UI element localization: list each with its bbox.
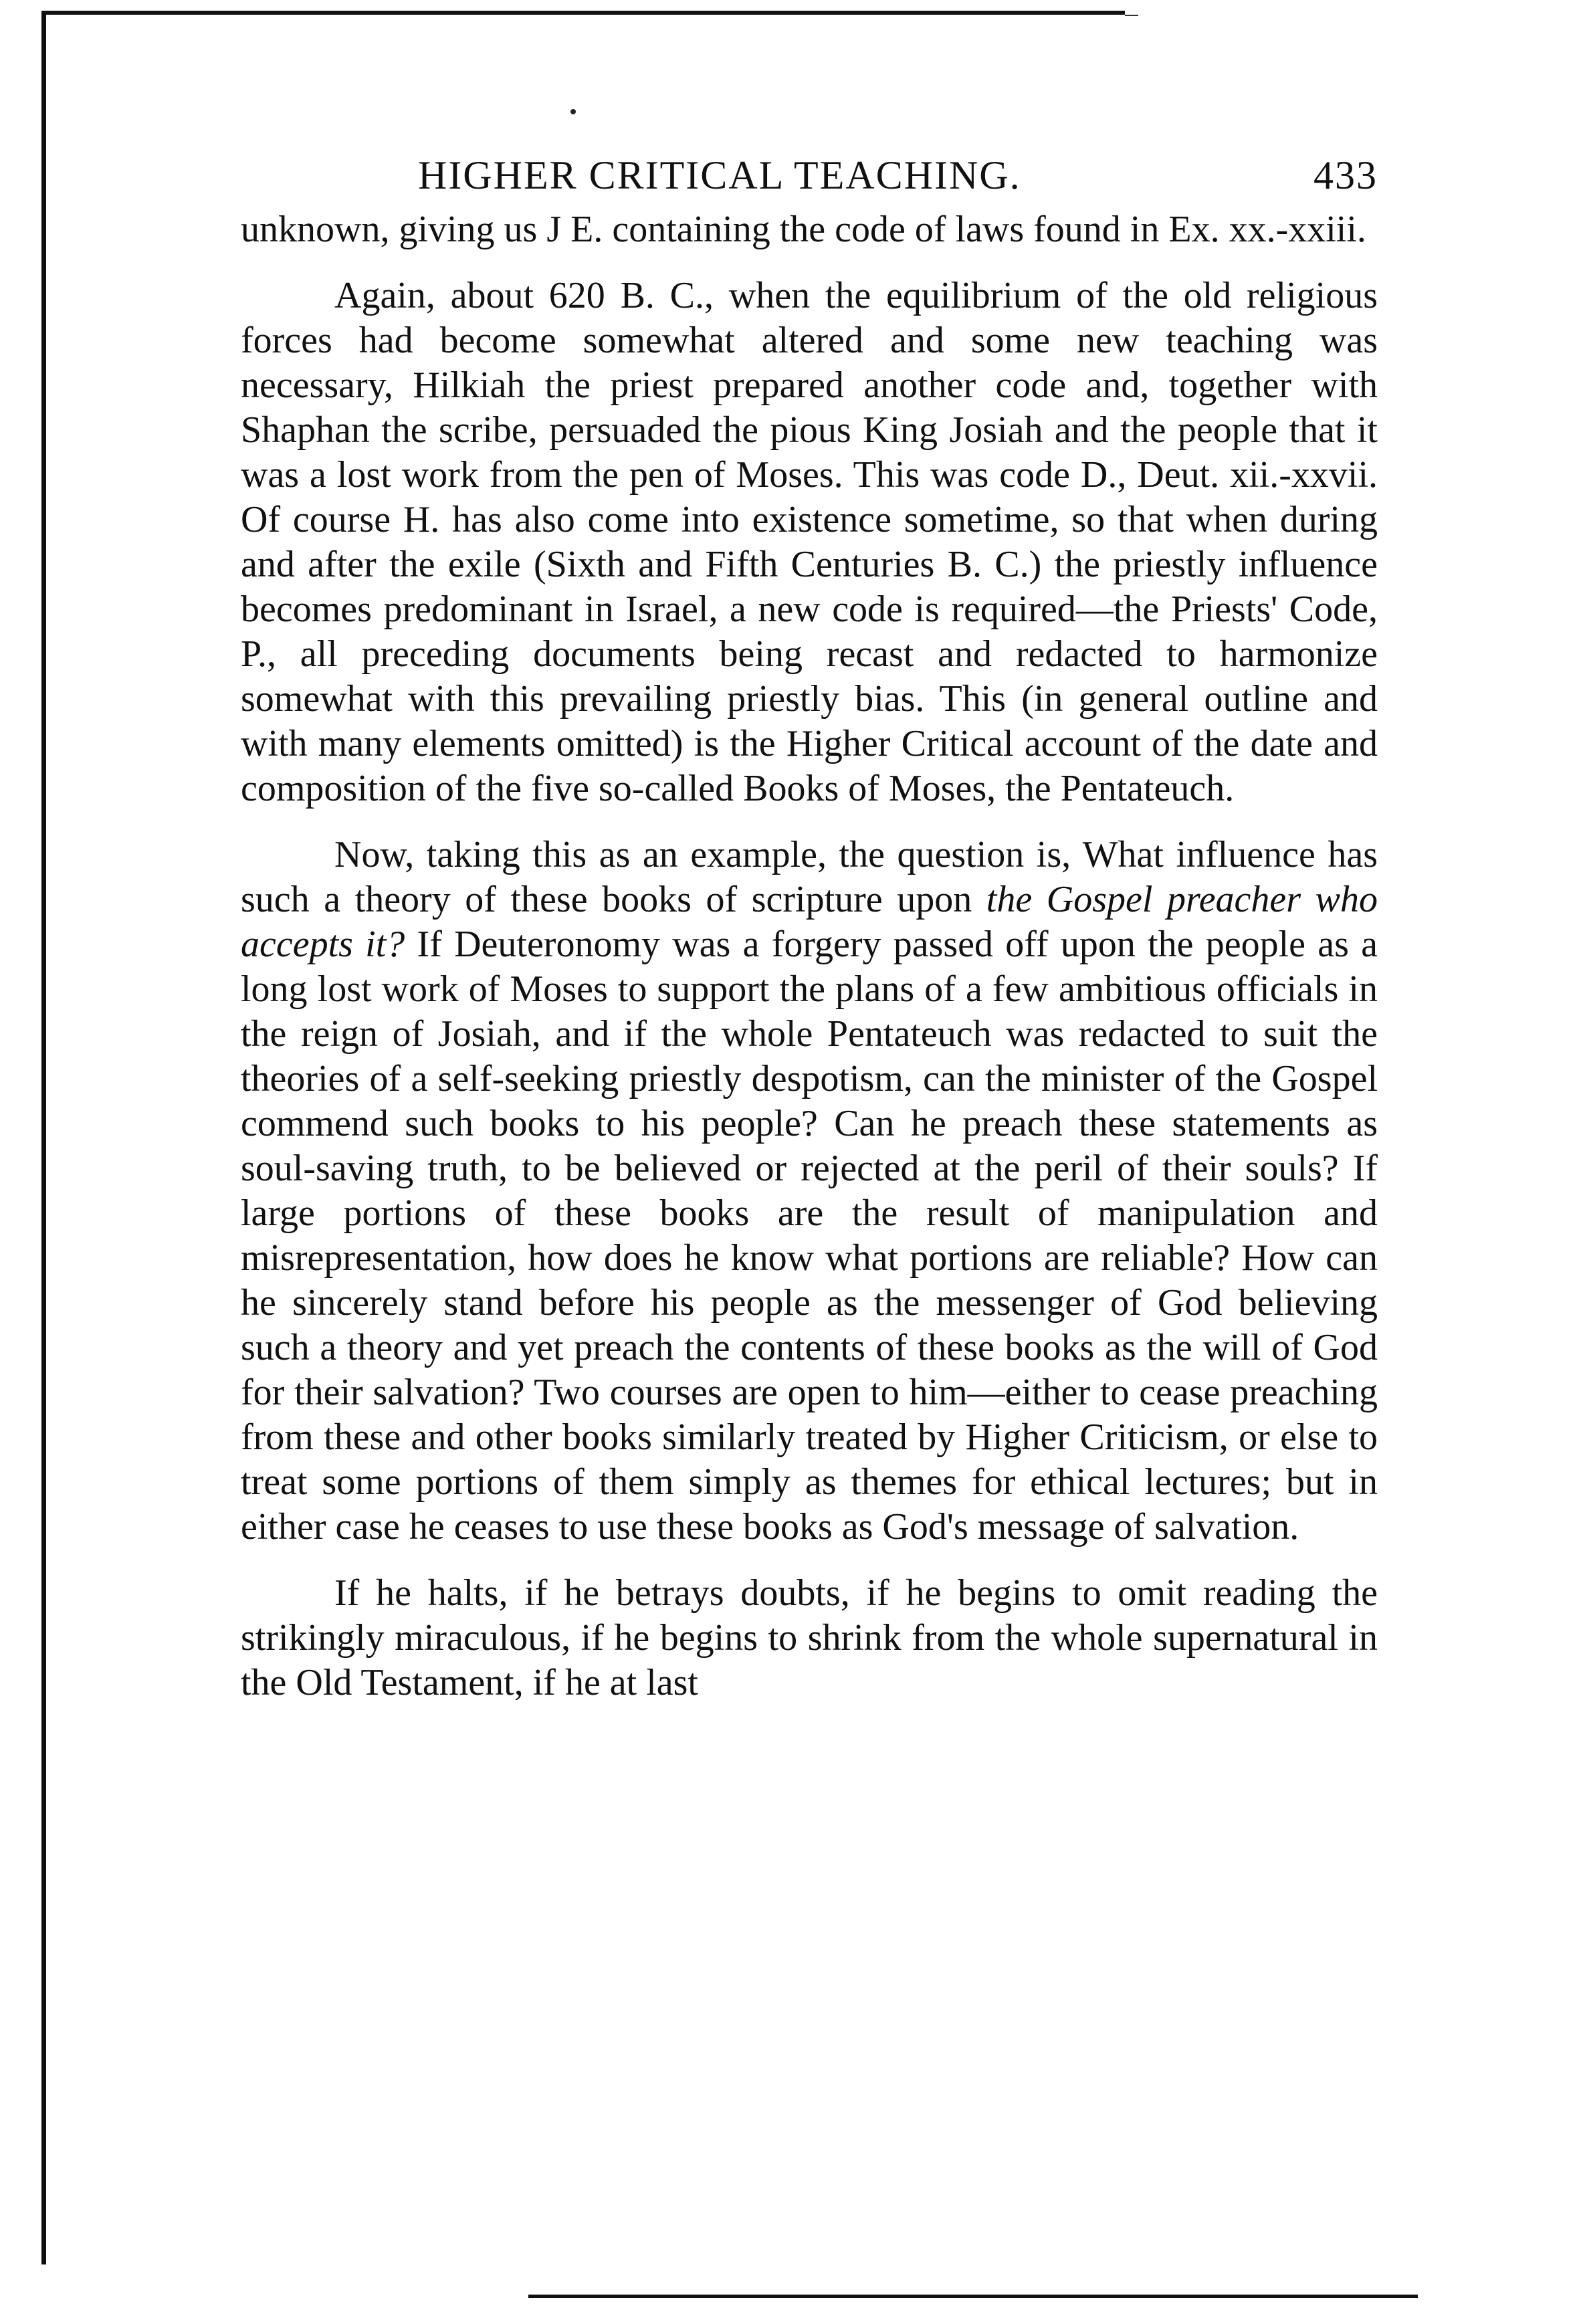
paragraph-gospel-preacher-lead: Now, taking this as an example, the question is, What influence has such a theory of these books of scripture upon — [241, 834, 1378, 920]
scan-border-top — [41, 11, 1125, 15]
italic-phrase: the Gospel preacher who accepts it? — [241, 879, 1378, 965]
paragraph-gospel-preacher-rest: If Deuteronomy was a forgery passed off upon the people as a long lost work of Moses to support the plans of a few ambitious officials in the reign of Josiah, and if the whole Pentateuch was redacted to suit the theories of a self-seeking priestly despotism, can the minister of the Gospel commend such books to his people? Can he preach these statements as soul-saving truth, to be believed or rejected at the peril of their souls? If large portions of these books are the result of manipulation and misrepresentation, how does he know what portions are reliable? How can he sincerely stand before his people as the messenger of God believing such a theory and yet preach the contents of these books as the will of God for their salvation? Two courses are open to him—either to cease preaching from these and other books similarly treated by Higher Criticism, or else to treat some portions of them simply as themes for ethical lectures; but in either case he ceases to use these books as God's message of salvation. — [241, 924, 1378, 1548]
book-page — [241, 147, 1378, 1705]
running-head — [241, 147, 1378, 207]
scan-border-left — [41, 11, 46, 2264]
paragraph-if-he-halts: If he halts, if he betrays doubts, if he begins to omit reading the strikingly miraculous, if he begins to shrink from the whole supernatural in the Old Testament, if he at last — [241, 1572, 1378, 1703]
body-text — [241, 207, 1378, 1705]
ink-dot — [570, 109, 576, 114]
scan-border-bottom — [528, 2295, 1418, 2298]
paragraph-gospel-preacher — [241, 833, 1378, 1550]
page-number: 433 — [1313, 153, 1378, 197]
running-title: HIGHER CRITICAL TEACHING. — [418, 153, 1021, 197]
paragraph-higher-critical-account: Again, about 620 B. C., when the equilibrium of the old religious forces had become somewhat altered and some new teaching was necessary, Hilkiah the priest prepared another code and, together with Shaphan the scribe, persuaded the pious King Josiah and the people that it was a lost work from the pen of Moses. This was code D., Deut. xii.-xxvii. Of course H. has also come into existence sometime, so that when during and after the exile (Sixth and Fifth Centuries B. C.) the priestly influence becomes predominant in Israel, a new code is required—the Priests' Code, P., all preceding documents being recast and redacted to harmonize somewhat with this prevailing priestly bias. This (in general outline and with many elements omitted) is the Higher Critical account of the date and composition of the five so-called Books of Moses, the Pentateuch. — [241, 275, 1378, 809]
paragraph-continuation: unknown, giving us J E. containing the code of laws found in Ex. xx.-xxiii. — [241, 209, 1366, 250]
scan-border-top-tail — [1125, 15, 1138, 16]
